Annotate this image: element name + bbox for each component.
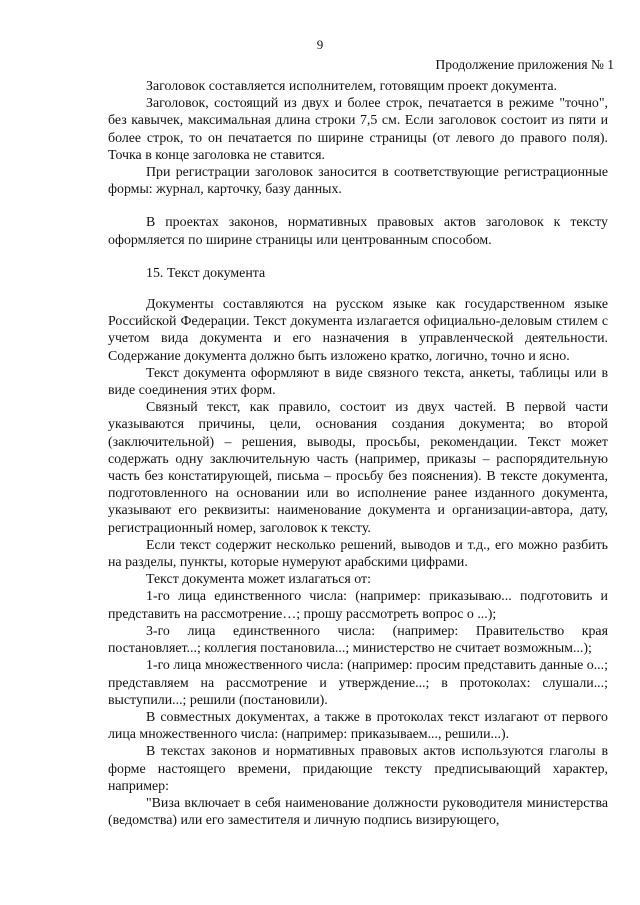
paragraph: Текст документа оформляют в виде связного текста, анкеты, таблицы или в виде соединения этих форм. xyxy=(108,365,608,399)
list-item: 3-го лица единственного числа: (например: Правительство края постановляет...; коллегия постановила...; министерство не считает возможным...); xyxy=(108,623,608,657)
paragraph: Если текст содержит несколько решений, выводов и т.д., его можно разбить на разделы, пункты, которые нумеруют арабскими цифрами. xyxy=(108,537,608,571)
paragraph: Документы составляются на русском языке как государственном языке Российской Федерации. Текст документа излагается официально-деловым стилем с учетом вида документа и его назначения в управленческой деятельности. Содержание документа должно быть изложено кратко, логично, точно и ясно. xyxy=(108,297,608,364)
paragraph: В совместных документах, а также в протоколах текст излагают от первого лица множественного числа: (например: приказываем..., решили...). xyxy=(108,709,608,743)
paragraph: При регистрации заголовок заносится в соответствующие регистрационные формы: журнал, карточку, базу данных. xyxy=(108,165,608,198)
paragraph: Текст документа может излагаться от: xyxy=(146,572,371,588)
section-heading: 15. Текст документа xyxy=(146,265,266,281)
paragraph: Заголовок составляется исполнителем, готовящим проект документа. xyxy=(146,79,558,94)
appendix-continuation-note: Продолжение приложения № 1 xyxy=(435,57,614,72)
paragraph: Заголовок, состоящий из двух и более строк, печатается в режиме "точно", без кавычек, максимальная длина строки 7,5 см. Если заголовок состоит из пяти и более строк, то он печатается по ширине страницы (от левого до правого поля). Точка в конце заголовка не ставится. xyxy=(108,96,608,163)
paragraph: Связный текст, как правило, состоит из двух частей. В первой части указываются причины, цели, основания создания документа; во второй (заключительной) – решения, выводы, просьбы, рекомендации. Текст может содержать одну заключительную часть (например, приказы – распорядительную часть без констатирующей, письма – просьбу без пояснения). В тексте документа, подготовленного на основании или во исполнение ранее изданного документа, указывают его реквизиты: наименование документа и организации-автора, дату, регистрационный номер, заголовок к тексту. xyxy=(108,400,608,536)
list-item: 1-го лица множественного числа: (например: просим представить данные о...; представляем на рассмотрение и утверждение...; в протоколах: слушали...; выступили...; решили (постановили). xyxy=(108,658,608,708)
list-item: 1-го лица единственного числа: (например: приказываю... подготовить и представить на рассмотрение…; прошу рассмотреть вопрос о ...); xyxy=(108,589,608,622)
paragraph: В проектах законов, нормативных правовых актов заголовок к тексту оформляется по ширине страницы или центрованным способом. xyxy=(108,215,608,248)
paragraph: В текстах законов и нормативных правовых актов используются глаголы в форме настоящего времени, придающие тексту предписывающий характер, например: xyxy=(108,744,608,794)
document-body xyxy=(108,78,608,829)
page-number: 9 xyxy=(316,37,324,52)
quote-paragraph: "Виза включает в себя наименование должности руководителя министерства (ведомства) или его заместителя и личную подпись визирующего, xyxy=(108,795,608,829)
